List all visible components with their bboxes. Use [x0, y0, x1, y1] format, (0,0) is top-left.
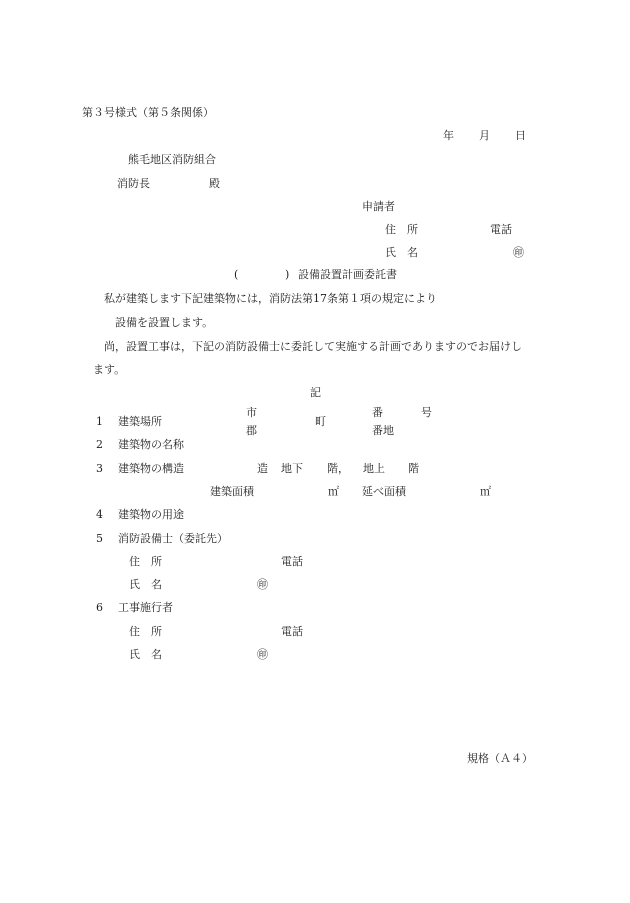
date-day: 日 — [515, 129, 526, 142]
body-line-4: ます。 — [93, 363, 126, 376]
seal-icon: ㊞ — [257, 578, 268, 591]
applicant-address-label: 住 所 — [385, 223, 418, 236]
item-1-number: 1 — [96, 415, 103, 428]
form-number: 第３号様式（第５条関係） — [82, 106, 214, 119]
title-close-paren: ) — [285, 268, 290, 281]
recipient-title: 消防長 — [117, 177, 150, 190]
item-3-number: 3 — [96, 462, 103, 475]
applicant-name-label: 氏 名 — [385, 246, 418, 259]
item-2-number: 2 — [96, 438, 103, 451]
item-1-gun: 郡 — [246, 424, 257, 437]
item-5-label: 消防設備士（委託先） — [118, 532, 228, 545]
item-5-name-label: 氏 名 — [129, 578, 162, 591]
item-6-name-label: 氏 名 — [129, 648, 162, 661]
item-3-chika: 地下 — [281, 462, 303, 475]
date-year: 年 — [443, 129, 454, 142]
item-1-label: 建築場所 — [118, 415, 162, 428]
applicant-phone-label: 電話 — [490, 223, 512, 236]
date-month: 月 — [479, 129, 490, 142]
item-1-banchi: 番地 — [372, 424, 394, 437]
recipient-honorific: 殿 — [209, 177, 220, 190]
applicant-label: 申請者 — [362, 200, 395, 213]
item-3-area-label: 建築面積 — [210, 485, 254, 498]
item-3-chijo: 地上 — [363, 462, 385, 475]
seal-icon: ㊞ — [257, 648, 268, 661]
item-1-shi: 市 — [246, 406, 257, 419]
item-3-zo: 造 — [257, 462, 268, 475]
body-line-1: 私が建築します下記建築物には，消防法第17条第１項の規定により — [104, 292, 437, 305]
ki-heading: 記 — [310, 386, 321, 399]
footer-size-spec: 規格（Ａ４） — [467, 752, 533, 765]
item-6-number: 6 — [96, 601, 103, 614]
item-4-number: 4 — [96, 508, 103, 521]
item-5-address-label: 住 所 — [129, 555, 162, 568]
item-5-phone-label: 電話 — [281, 555, 303, 568]
item-3-label: 建築物の構造 — [118, 462, 184, 475]
item-2-label: 建築物の名称 — [118, 438, 184, 451]
item-4-label: 建築物の用途 — [118, 508, 184, 521]
body-line-2: 設備を設置します。 — [115, 316, 214, 329]
item-1-cho: 町 — [315, 415, 326, 428]
seal-icon: ㊞ — [513, 246, 524, 259]
item-1-ban: 番 — [372, 406, 383, 419]
item-3-m2b: ㎡ — [480, 485, 491, 498]
title-open-paren: ( — [234, 268, 239, 281]
item-6-phone-label: 電話 — [281, 625, 303, 638]
item-3-m2a: ㎡ — [328, 485, 339, 498]
item-6-address-label: 住 所 — [129, 625, 162, 638]
body-line-3: 尚，設置工事は，下記の消防設備士に委託して実施する計画でありますのでお届けし — [104, 340, 522, 353]
item-3-kai2: 階 — [408, 462, 419, 475]
item-3-total-label: 延べ面積 — [362, 485, 406, 498]
item-6-label: 工事施行者 — [118, 601, 173, 614]
item-3-kai1: 階， — [327, 462, 349, 475]
doc-title: 設備設置計画委託書 — [298, 268, 397, 281]
recipient-org: 熊毛地区消防組合 — [128, 153, 216, 166]
item-5-number: 5 — [96, 532, 103, 545]
item-1-go: 号 — [421, 406, 432, 419]
